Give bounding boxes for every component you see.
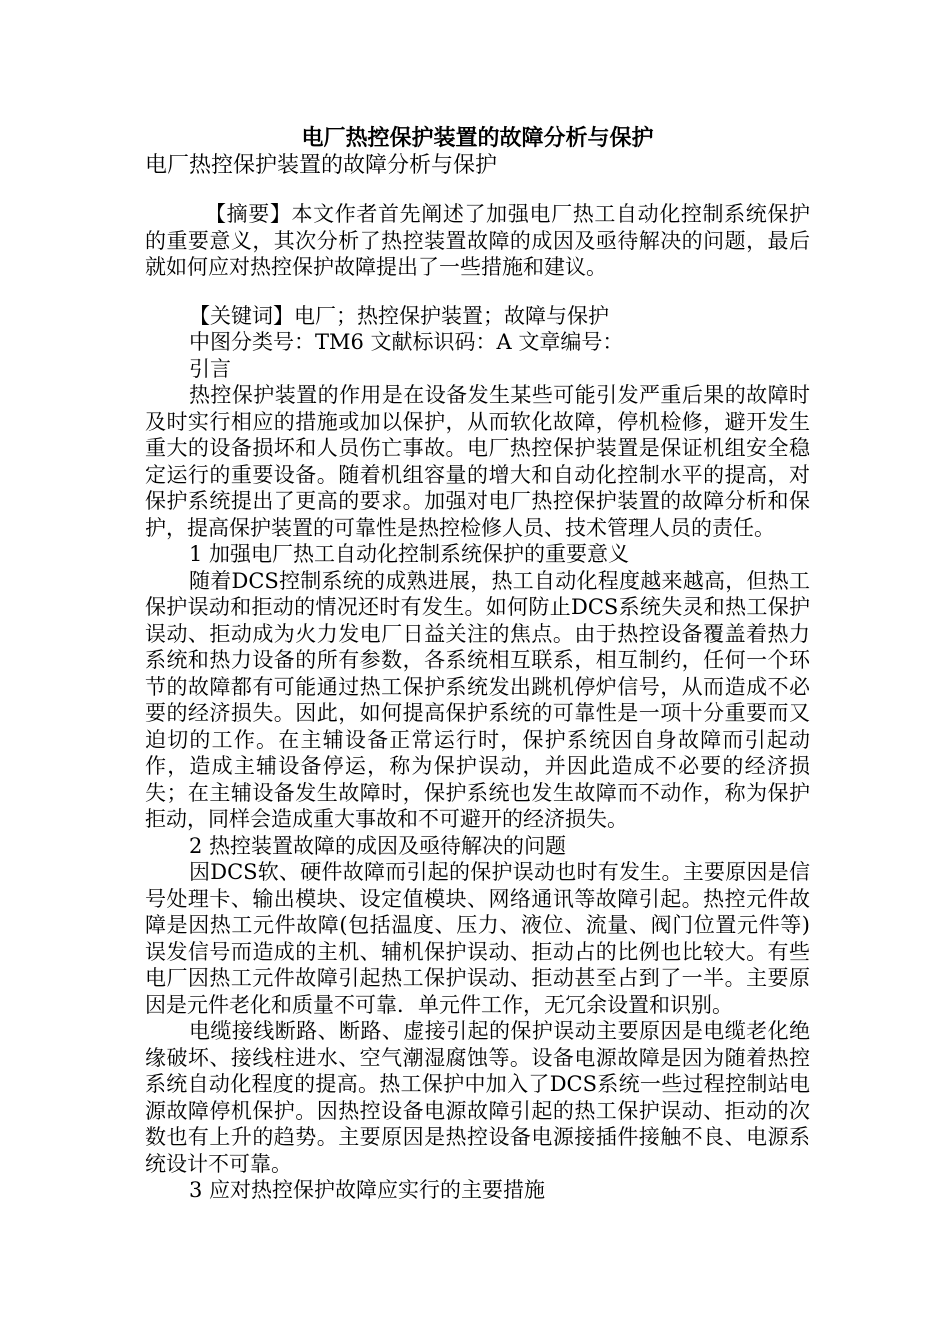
section3-heading: 3 应对热控保护故障应实行的主要措施 bbox=[189, 1178, 546, 1202]
classification: 中图分类号：TM6 文献标识码：A 文章编号： bbox=[189, 330, 624, 354]
spacer bbox=[145, 179, 810, 201]
document-title: 电厂热控保护装置的故障分析与保护 bbox=[301, 125, 654, 151]
keywords: 【关键词】电厂；热控保护装置；故障与保护 bbox=[189, 303, 609, 328]
section2-heading: 2 热控装置故障的成因及亟待解决的问题 bbox=[189, 833, 567, 858]
section2-paragraph-1: 因DCS软、硬件故障而引起的保护误动也时有发生。主要原因是信号处理卡、输出模块、设定值模块、网络通讯等故障引起。热控元件故障是因热工元件故障(包括温度、压力、液位、流量、阀门位置元件等)误发信号而造成的主机、辅机保护误动、拒动占的比例也比较大。有些电厂因热工元件故障引起热工保护误动、拒动甚至占到了一半。主要原因是元件老化和质量不可靠．单元件工作，无冗余设置和识别。 bbox=[145, 860, 810, 1017]
abstract: 【摘要】本文作者首先阐述了加强电厂热工自动化控制系统保护的重要意义，其次分析了热控装置故障的成因及亟待解决的问题，最后就如何应对热控保护故障提出了一些措施和建议。 bbox=[145, 202, 810, 279]
spacer bbox=[145, 281, 810, 303]
section2-paragraph-2: 电缆接线断路、断路、虚接引起的保护误动主要原因是电缆老化绝缘破坏、接线柱进水、空气潮湿腐蚀等。设备电源故障是因为随着热控系统自动化程度的提高。热工保护中加入了DCS系统一些过程控制站电源故障停机保护。因热控设备电源故障引起的热工保护误动、拒动的次数也有上升的趋势。主要原因是热控设备电源接插件接触不良、电源系统设计不可靠。 bbox=[145, 1019, 810, 1176]
document-subtitle: 电厂热控保护装置的故障分析与保护 bbox=[145, 153, 498, 178]
intro-paragraph: 热控保护装置的作用是在设备发生某些可能引发严重后果的故障时及时实行相应的措施或加以保护，从而软化故障，停机检修，避开发生重大的设备损坏和人员伤亡事故。电厂热控保护装置是保证机组安全稳定运行的重要设备。随着机组容量的增大和自动化控制水平的提高，对保护系统提出了更高的要求。加强对电厂热控保护装置的故障分析和保护，提高保护装置的可靠性是热控检修人员、技术管理人员的责任。 bbox=[145, 383, 810, 540]
section1-heading: 1 加强电厂热工自动化控制系统保护的重要意义 bbox=[189, 542, 630, 566]
intro-heading: 引言 bbox=[189, 356, 231, 381]
section1-paragraph: 随着DCS控制系统的成熟进展，热工自动化程度越来越高，但热工保护误动和拒动的情况还时有发生。如何防止DCS系统失灵和热工保护误动、拒动成为火力发电厂日益关注的焦点。由于热控设备覆盖着热力系统和热力设备的所有参数，各系统相互联系，相互制约，任何一个环节的故障都有可能通过热工保护系统发出跳机停炉信号，从而造成不必要的经济损失。因此，如何提高保护系统的可靠性是一项十分重要而又迫切的工作。在主辅设备正常运行时，保护系统因自身故障而引起动作，造成主辅设备停运，称为保护误动，并因此造成不必要的经济损失；在主辅设备发生故障时，保护系统也发生故障而不动作，称为保护拒动，同样会造成重大事故和不可避开的经济损失。 bbox=[145, 568, 810, 831]
